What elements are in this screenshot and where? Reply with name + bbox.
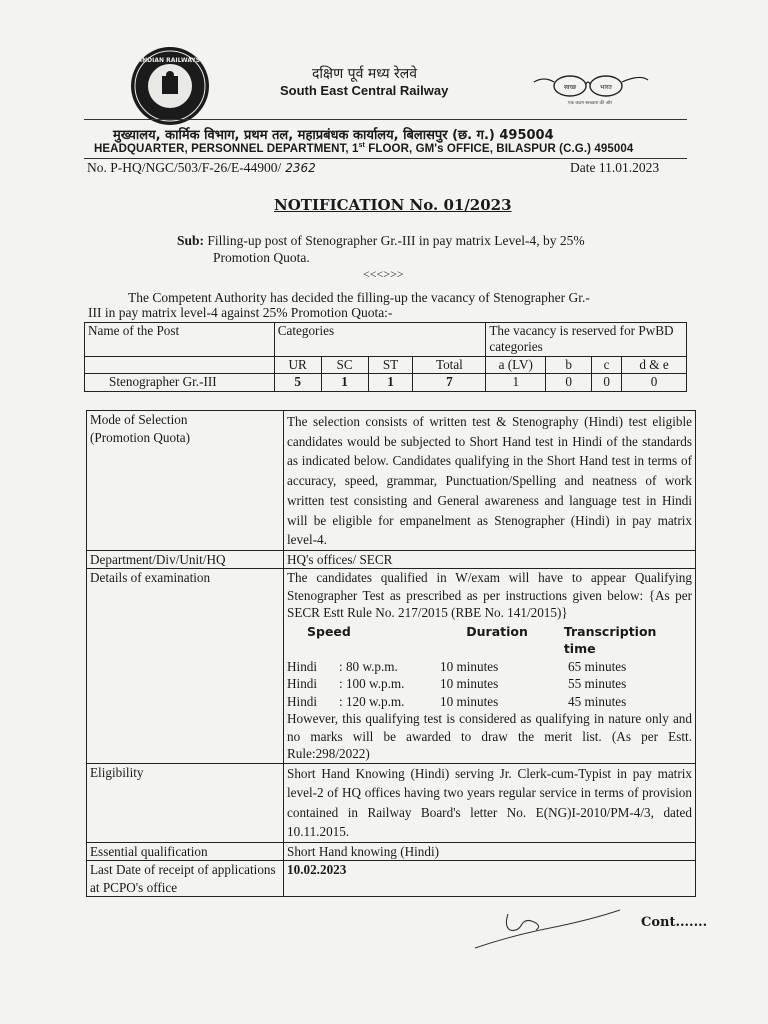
separator: <<<>>> xyxy=(363,267,404,281)
swachh-tagline: एक कदम स्वच्छता की ओर xyxy=(567,101,613,106)
swachh-right: भारत xyxy=(600,84,612,91)
dept-value: HQ's offices/ SECR xyxy=(284,550,696,569)
header-categories: Categories xyxy=(274,323,486,357)
subject xyxy=(177,232,697,266)
address-english: HEADQUARTER, PERSONNEL DEPARTMENT, 1st FLOOR, GM's OFFICE, BILASPUR (C.G.) 495004 xyxy=(94,142,634,155)
details-table xyxy=(86,410,696,897)
pwbd-header-a: a (LV) xyxy=(486,357,546,374)
speed-row: Hindi : 80 w.p.m. 10 minutes 65 minutes xyxy=(287,658,627,674)
subject-label: Sub: xyxy=(177,233,205,248)
header-post: Name of the Post xyxy=(85,323,275,357)
pwbd-value-a: 1 xyxy=(486,374,546,392)
pwbd-value-c: 0 xyxy=(592,374,622,392)
eligibility-label: Eligibility xyxy=(87,763,284,842)
essential-value: Short Hand knowing (Hindi) xyxy=(284,842,696,861)
speed-header-row: Speed Duration Transcription time xyxy=(307,623,657,657)
mode-text: The selection consists of written test & Stenography (Hindi) test eligible candidates would be subjected to Short Hand test in Hindi of the standards as indicated below. Candidates qualifying in the Short Hand test in terms of accuracy, speed, grammar, Punctuation/Spelling and neatness of work written test consisting and General awareness and language test in Hindi will be eligible for empanelment as Stenographer (Hindi) in pay matrix level-4. xyxy=(284,411,696,551)
exam-details xyxy=(284,569,696,764)
header-pwbd: The vacancy is reserved for PwBD categories xyxy=(486,323,687,357)
intro-paragraph: The Competent Authority has decided the filling-up the vacancy of Stenographer Gr.- III in pay matrix level-4 against 25% Promotion Quota:- xyxy=(88,290,590,320)
header-rule xyxy=(84,119,687,120)
pwbd-header-c: c xyxy=(592,357,622,374)
swachh-left: स्वच्छ xyxy=(563,84,577,91)
pwbd-header-b: b xyxy=(546,357,592,374)
pwbd-value-b: 0 xyxy=(546,374,592,392)
signature-icon xyxy=(470,906,630,956)
last-date-value: 10.02.2023 xyxy=(284,861,696,897)
speed-row: Hindi : 120 w.p.m. 10 minutes 45 minutes xyxy=(287,693,627,709)
notification-title: NOTIFICATION No. 01/2023 xyxy=(274,196,512,214)
cat-header-total: Total xyxy=(413,357,486,374)
cat-value-st: 1 xyxy=(368,374,413,392)
mode-label: Mode of Selection (Promotion Quota) xyxy=(87,411,284,551)
subject-line-2: Promotion Quota. xyxy=(213,250,310,265)
exam-label: Details of examination xyxy=(87,569,284,764)
reference-date: Date 11.01.2023 xyxy=(570,160,660,175)
last-date-label: Last Date of receipt of applications at PCPO's office xyxy=(87,861,284,897)
logo-emblem-icon xyxy=(131,47,209,125)
swachh-bharat-logo xyxy=(530,70,660,110)
pwbd-value-de: 0 xyxy=(622,374,687,392)
dept-label: Department/Div/Unit/HQ xyxy=(87,550,284,569)
post-blank-cell xyxy=(85,357,275,374)
subject-line-1: Filling-up post of Stenographer Gr.-III in pay matrix Level-4, by 25% xyxy=(204,233,585,248)
cat-value-ur: 5 xyxy=(274,374,321,392)
address-rule xyxy=(84,158,687,159)
spectacles-icon xyxy=(530,70,660,110)
exam-note: However, this qualifying test is considered as qualifying in nature only and no marks will be awarded to draw the merit list. (As per Estt. Rule:298/2022) xyxy=(287,711,692,762)
reference-number: No. P-HQ/NGC/503/F-26/E-44900/ 2362 xyxy=(87,160,316,175)
address-hindi: मुख्यालय, कार्मिक विभाग, प्रथम तल, महाप्रबंधक कार्यालय, बिलासपुर (छ. ग.) 495004 xyxy=(113,128,554,143)
continued-label: Cont....... xyxy=(641,915,708,930)
cat-header-sc: SC xyxy=(321,357,368,374)
eligibility-text: Short Hand Knowing (Hindi) serving Jr. Clerk-cum-Typist in pay matrix level-2 of HQ offices having two years regular service in terms of provision contained in Railway Board's letter No. E(NG)I-2010/PM-4/3, dated 10.11.2015. xyxy=(284,763,696,842)
cat-header-ur: UR xyxy=(274,357,321,374)
exam-text: The candidates qualified in W/exam will have to appear Qualifying Stenographer Test as prescribed as per instructions given below: {As per SECR Estt Rule No. 217/2015 (RBE No. 141/2015)} xyxy=(287,570,692,621)
vacancy-table xyxy=(84,322,687,392)
pwbd-header-de: d & e xyxy=(622,357,687,374)
cat-header-st: ST xyxy=(368,357,413,374)
org-name-english: South East Central Railway xyxy=(280,83,449,98)
indian-railways-logo xyxy=(131,47,209,125)
speed-row: Hindi : 100 w.p.m. 10 minutes 55 minutes xyxy=(287,676,627,692)
handwritten-number: 2362 xyxy=(285,161,316,175)
speed-rows xyxy=(287,658,692,711)
post-name: Stenographer Gr.-III xyxy=(85,374,275,392)
org-name-hindi: दक्षिण पूर्व मध्य रेलवे xyxy=(312,66,418,82)
logo-text: INDIAN RAILWAYS xyxy=(139,57,201,64)
cat-value-sc: 1 xyxy=(321,374,368,392)
essential-label: Essential qualification xyxy=(87,842,284,861)
cat-value-total: 7 xyxy=(413,374,486,392)
